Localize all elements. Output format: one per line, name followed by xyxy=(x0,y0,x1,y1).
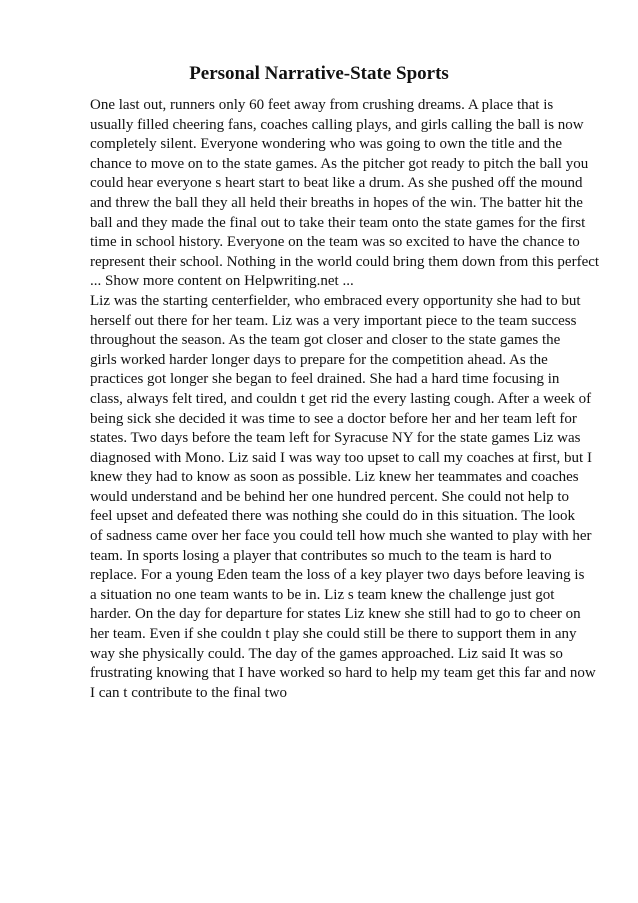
body-line: time in school history. Everyone on the team was so excited to have the chance to xyxy=(90,234,580,251)
body-line: could hear everyone s heart start to beat like a drum. As she pushed off the mound xyxy=(90,175,583,192)
body-line: diagnosed with Mono. Liz said I was way too upset to call my coaches at first, but I xyxy=(90,449,592,466)
body-line: knew they had to know as soon as possible. Liz knew her teammates and coaches xyxy=(90,469,579,486)
body-line: ball and they made the final out to take their team onto the state games for the first xyxy=(90,214,586,231)
body-line: states. Two days before the team left for Syracuse NY for the state games Liz was xyxy=(90,430,581,447)
body-line: completely silent. Everyone wondering who was going to own the title and the xyxy=(90,136,562,153)
body-line: practices got longer she began to feel drained. She had a hard time focusing in xyxy=(90,371,560,388)
body-line: class, always felt tired, and couldn t get rid the every lasting cough. After a week of xyxy=(90,390,592,407)
body-line: One last out, runners only 60 feet away from crushing dreams. A place that is xyxy=(90,97,554,113)
body-line: would understand and be behind her one hundred percent. She could not help to xyxy=(90,488,570,505)
body-line: a situation no one team wants to be in. Liz s team knew the challenge just got xyxy=(90,586,555,603)
body-line: being sick she decided it was time to see a doctor before her and her team left for xyxy=(90,410,577,427)
body-line: herself out there for her team. Liz was a very important piece to the team success xyxy=(90,312,577,329)
body-line: and threw the ball they all held their breaths in hopes of the win. The batter hit the xyxy=(90,194,583,211)
body-line: her team. Even if she couldn t play she could still be there to support them in any xyxy=(90,626,577,643)
body-line: girls worked harder longer days to prepare for the competition ahead. As the xyxy=(90,351,548,368)
body-line: chance to move on to the state games. As the pitcher got ready to pitch the ball you xyxy=(90,155,589,172)
body-line: represent their school. Nothing in the world could bring them down from this perfect xyxy=(90,253,600,270)
body-line: feel upset and defeated there was nothing she could do in this situation. The look xyxy=(90,508,576,525)
body-line: I can t contribute to the final two xyxy=(90,684,288,701)
body-line: team. In sports losing a player that contributes so much to the team is hard to xyxy=(90,547,552,564)
body-line: frustrating knowing that I have worked so hard to help my team get this far and now xyxy=(90,665,596,682)
body-line: harder. On the day for departure for states Liz knew she still had to go to cheer on xyxy=(90,606,581,623)
body-line: way she physically could. The day of the games approached. Liz said It was so xyxy=(90,645,563,662)
document-title: Personal Narrative-State Sports xyxy=(189,63,449,84)
document-body xyxy=(90,96,600,703)
show-more-link[interactable]: ... Show more content on Helpwriting.net ... xyxy=(90,273,354,290)
body-line: throughout the season. As the team got closer and closer to the state games the xyxy=(90,332,561,349)
body-line: usually filled cheering fans, coaches calling plays, and girls calling the ball is now xyxy=(90,116,584,133)
body-line: Liz was the starting centerfielder, who embraced every opportunity she had to but xyxy=(90,292,581,309)
body-line: of sadness came over her face you could tell how much she wanted to play with her xyxy=(90,528,592,545)
body-line: replace. For a young Eden team the loss of a key player two days before leaving is xyxy=(90,567,585,584)
